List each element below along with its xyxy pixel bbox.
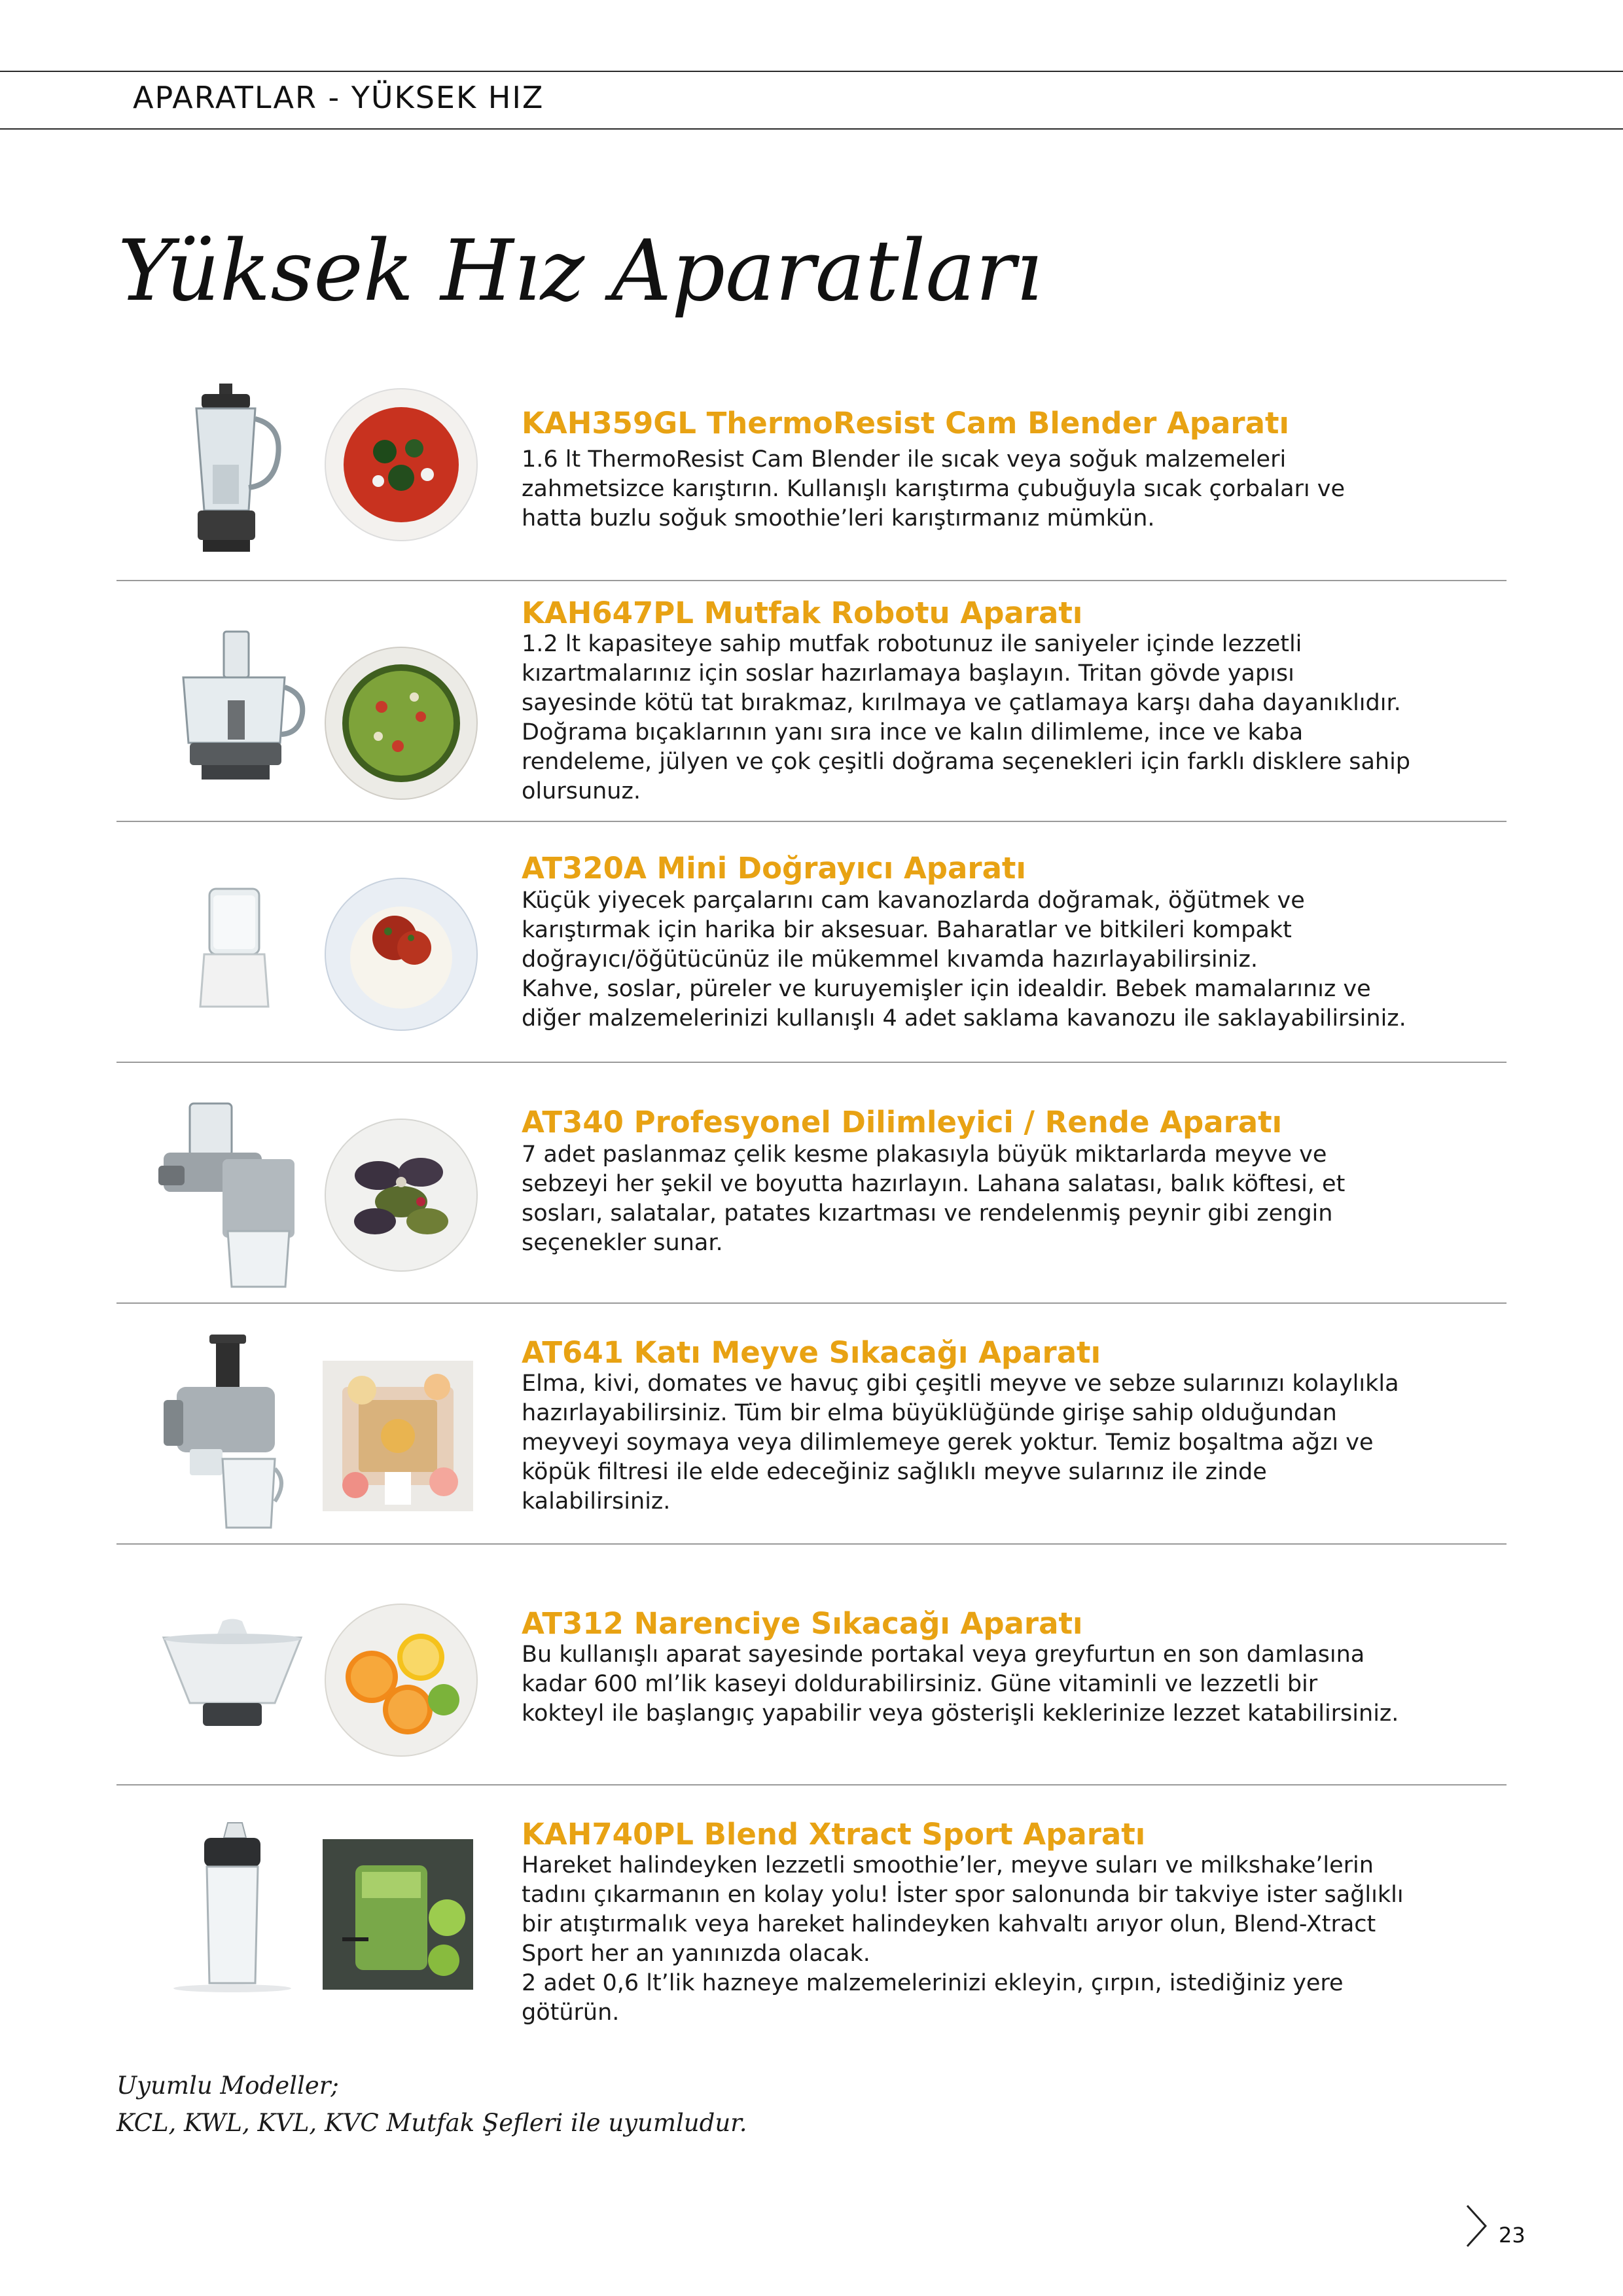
guacamole-bowl-image	[323, 645, 480, 802]
header-top-rule	[0, 71, 1623, 72]
description-line: Bu kullanışlı aparat sayesinde portakal veya greyfurtun en son damlasına	[522, 1641, 1365, 1668]
description-line: Doğrama bıçaklarının yanı sıra ince ve kalın dilimleme, ince ve kaba	[522, 719, 1304, 745]
product-kah359gl	[116, 373, 1507, 563]
description-line: Hareket halindeyken lezzetli smoothie’ler, meyve suları ve milkshake’lerin	[522, 1852, 1374, 1878]
description-line: Sport her an yanınızda olacak.	[522, 1941, 870, 1967]
page-title: Yüksek Hız Aparatları	[118, 223, 1043, 320]
section-header: APARATLAR - YÜKSEK HIZ	[133, 80, 544, 115]
compatible-models-label: Uyumlu Modeller;	[116, 2072, 339, 2100]
description-line: Küçük yiyecek parçalarını cam kavanozlarda doğramak, öğütmek ve	[522, 888, 1305, 914]
product-at340	[116, 1071, 1507, 1300]
description-line: diğer malzemelerinizi kullanışlı 4 adet saklama kavanozu ile saklayabilirsiniz.	[522, 1005, 1406, 1031]
product-description	[522, 1640, 1569, 1729]
description-line: 1.6 lt ThermoResist Cam Blender ile sıcak veya soğuk malzemeleri	[522, 446, 1287, 473]
description-line: sosları, salatalar, patates kızartması ve rendelenmiş peynir gibi zengin	[522, 1200, 1333, 1227]
product-title: KAH740PL Blend Xtract Sport Aparatı	[522, 1817, 1146, 1852]
description-line: 1.2 lt kapasiteye sahip mutfak robotunuz ile saniyeler içinde lezzetli	[522, 631, 1302, 657]
compatible-models-text: KCL, KWL, KVL, KVC Mutfak Şefleri ile uyumludur.	[116, 2109, 747, 2137]
description-line: Elma, kivi, domates ve havuç gibi çeşitli meyve ve sebze sularınızı kolaylıkla	[522, 1371, 1399, 1397]
citrus-fruits-image	[323, 1602, 480, 1759]
product-description	[522, 1851, 1569, 2028]
product-title: AT340 Profesyonel Dilimleyici / Rende Aparatı	[522, 1105, 1283, 1139]
product-title: KAH359GL ThermoResist Cam Blender Aparatı	[522, 406, 1289, 440]
description-line: hatta buzlu soğuk smoothie’leri karıştırmanız mümkün.	[522, 505, 1155, 531]
product-title: AT312 Narenciye Sıkacağı Aparatı	[522, 1606, 1083, 1641]
description-line: hazırlayabilirsiniz. Tüm bir elma büyüklüğünde girişe sahip olduğundan	[522, 1400, 1337, 1426]
description-line: kalabilirsiniz.	[522, 1488, 671, 1515]
description-line: 2 adet 0,6 lt’lik hazneye malzemelerinizi ekleyin, çırpın, istediğiniz yere	[522, 1970, 1344, 1996]
juicer-image	[151, 1331, 314, 1534]
description-line: kızartmalarınız için soslar hazırlamaya başlayın. Tritan gövde yapısı	[522, 660, 1294, 687]
description-line: 7 adet paslanmaz çelik kesme plakasıyla büyük miktarlarda meyve ve	[522, 1141, 1327, 1168]
description-line: karıştırmak için harika bir aksesuar. Baharatlar ve bitkileri kompakt	[522, 917, 1292, 943]
soup-bowl-image	[323, 386, 480, 543]
description-line: sayesinde kötü tat bırakmaz, kırılmaya ve çatlamaya karşı daha dayanıklıdır.	[522, 690, 1401, 716]
divider	[116, 821, 1507, 822]
description-line: bir atıştırmalık veya hareket halindeyken kahvaltı arıyor olun, Blend-Xtract	[522, 1911, 1376, 1937]
description-line: kokteyl ile başlangıç yapabilir veya gösterişli keklerinize lezzet katabilirsiniz.	[522, 1700, 1399, 1727]
description-line: zahmetsizce karıştırın. Kullanışlı karıştırma çubuğuyla sıcak çorbaları ve	[522, 476, 1346, 502]
slicer-grater-image	[151, 1100, 314, 1290]
description-line: köpük filtresi ile elde edeceğiniz sağlıklı meyve sularınız ile zinde	[522, 1459, 1267, 1485]
product-description	[522, 1369, 1569, 1516]
chevron-right-icon	[1463, 2203, 1489, 2249]
green-smoothie-image	[323, 1839, 473, 1990]
description-line: meyveyi soymaya veya dilimlemeye gerek yoktur. Temiz boşaltma ağzı ve	[522, 1429, 1374, 1456]
glass-blender-image	[151, 380, 314, 556]
curry-plate-image	[323, 876, 480, 1033]
description-line: doğrayıcı/öğütücünüz ile mükemmel kıvamda hazırlayabilirsiniz.	[522, 946, 1258, 973]
product-kah647pl	[116, 589, 1507, 818]
divider	[116, 1062, 1507, 1063]
product-title: KAH647PL Mutfak Robotu Aparatı	[522, 596, 1083, 630]
description-line: olursunuz.	[522, 778, 641, 804]
product-at320a	[116, 830, 1507, 1059]
citrus-press-image	[151, 1618, 314, 1729]
header-bottom-rule	[0, 128, 1623, 130]
divider	[116, 580, 1507, 581]
product-description	[522, 1140, 1569, 1258]
product-title: AT320A Mini Doğrayıcı Aparatı	[522, 851, 1026, 886]
product-description	[522, 445, 1569, 533]
product-title: AT641 Katı Meyve Sıkacağı Aparatı	[522, 1335, 1101, 1370]
description-line: tadını çıkarmanın en kolay yolu! İster spor salonunda bir takviye ister sağlıklı	[522, 1882, 1404, 1908]
description-line: seçenekler sunar.	[522, 1230, 723, 1256]
description-line: kadar 600 ml’lik kaseyi doldurabilirsiniz. Güne vitaminli ve lezzetli bir	[522, 1671, 1318, 1697]
page-number: 23	[1499, 2223, 1525, 2248]
description-line: götürün.	[522, 2000, 620, 2026]
juice-tray-image	[323, 1361, 473, 1511]
product-description	[522, 630, 1569, 806]
product-at641	[116, 1312, 1507, 1541]
divider	[116, 1302, 1507, 1304]
sport-bottle-image	[151, 1820, 314, 1996]
grilled-vegetables-image	[323, 1117, 480, 1274]
description-line: rendeleme, jülyen ve çok çeşitli doğrama seçenekleri için farklı disklere sahip	[522, 749, 1411, 775]
description-line: Kahve, soslar, püreler ve kuruyemişler için idealdir. Bebek mamalarınız ve	[522, 976, 1371, 1002]
product-description	[522, 886, 1569, 1033]
food-processor-image	[151, 628, 314, 792]
divider	[116, 1784, 1507, 1785]
description-line: sebzeyi her şekil ve boyutta hazırlayın. Lahana salatası, balık köftesi, et	[522, 1171, 1346, 1197]
mini-chopper-image	[151, 882, 314, 1013]
divider	[116, 1543, 1507, 1545]
product-kah740pl	[116, 1793, 1507, 2036]
product-at312	[116, 1552, 1507, 1782]
